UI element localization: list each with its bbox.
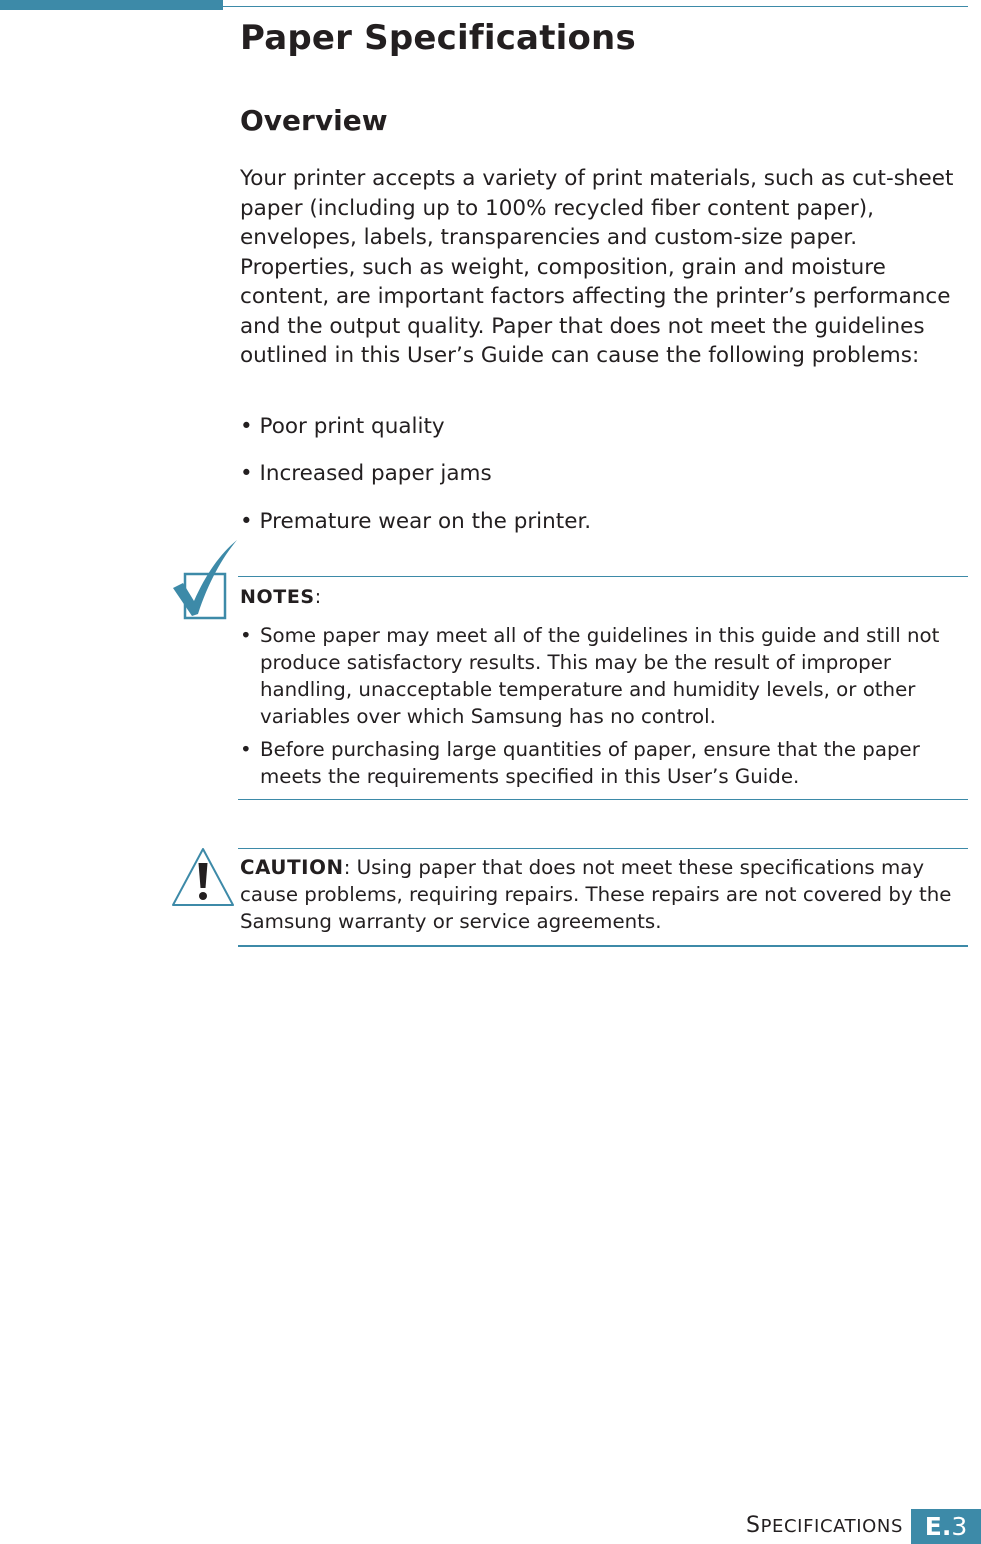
- warning-icon: [170, 846, 236, 908]
- notes-top-rule: [238, 576, 968, 577]
- notes-label: NOTES:: [240, 586, 322, 608]
- problem-item: • Premature wear on the printer.: [240, 509, 592, 534]
- caution-bottom-rule: [238, 945, 968, 947]
- page-number-badge: E.3: [911, 1509, 981, 1544]
- note-item: • Before purchasing large quantities of paper, ensure that the paper meets the requirements specified in this User’s Guide.: [240, 738, 920, 788]
- checkmark-icon: [170, 538, 242, 624]
- caution-top-rule: [238, 848, 968, 849]
- problem-item: • Increased paper jams: [240, 461, 492, 486]
- header-rule: [223, 6, 968, 7]
- note-item: • Some paper may meet all of the guidelines in this guide and still not produce satisfactory results. This may be the result of improper handling, unacceptable temperature and humidity levels, or other variables over which Samsung has no control.: [240, 624, 940, 728]
- header-accent-bar: [0, 0, 223, 10]
- caution-label: CAUTION: [240, 856, 344, 879]
- caution-text: CAUTION: Using paper that does not meet these specifications may cause problems, requiring repairs. These repairs are not covered by the Samsung warranty or service agreements.: [240, 856, 952, 933]
- page-title: Paper Specifications: [240, 18, 636, 58]
- intro-paragraph: Your printer accepts a variety of print materials, such as cut-sheet paper (including up to 100% recycled fiber content paper), envelopes, labels, transparencies and custom-size paper. Properties, such as weight, composition, grain and moisture content, are important factors affecting the printer’s performance and the output quality. Paper that does not meet the guidelines outlined in this User’s Guide can cause the following problems:: [240, 166, 954, 368]
- section-title: Overview: [240, 104, 388, 137]
- problem-item: • Poor print quality: [240, 414, 445, 439]
- footer-section-label: SPECIFICATIONS: [746, 1513, 903, 1538]
- notes-bottom-rule: [238, 799, 968, 800]
